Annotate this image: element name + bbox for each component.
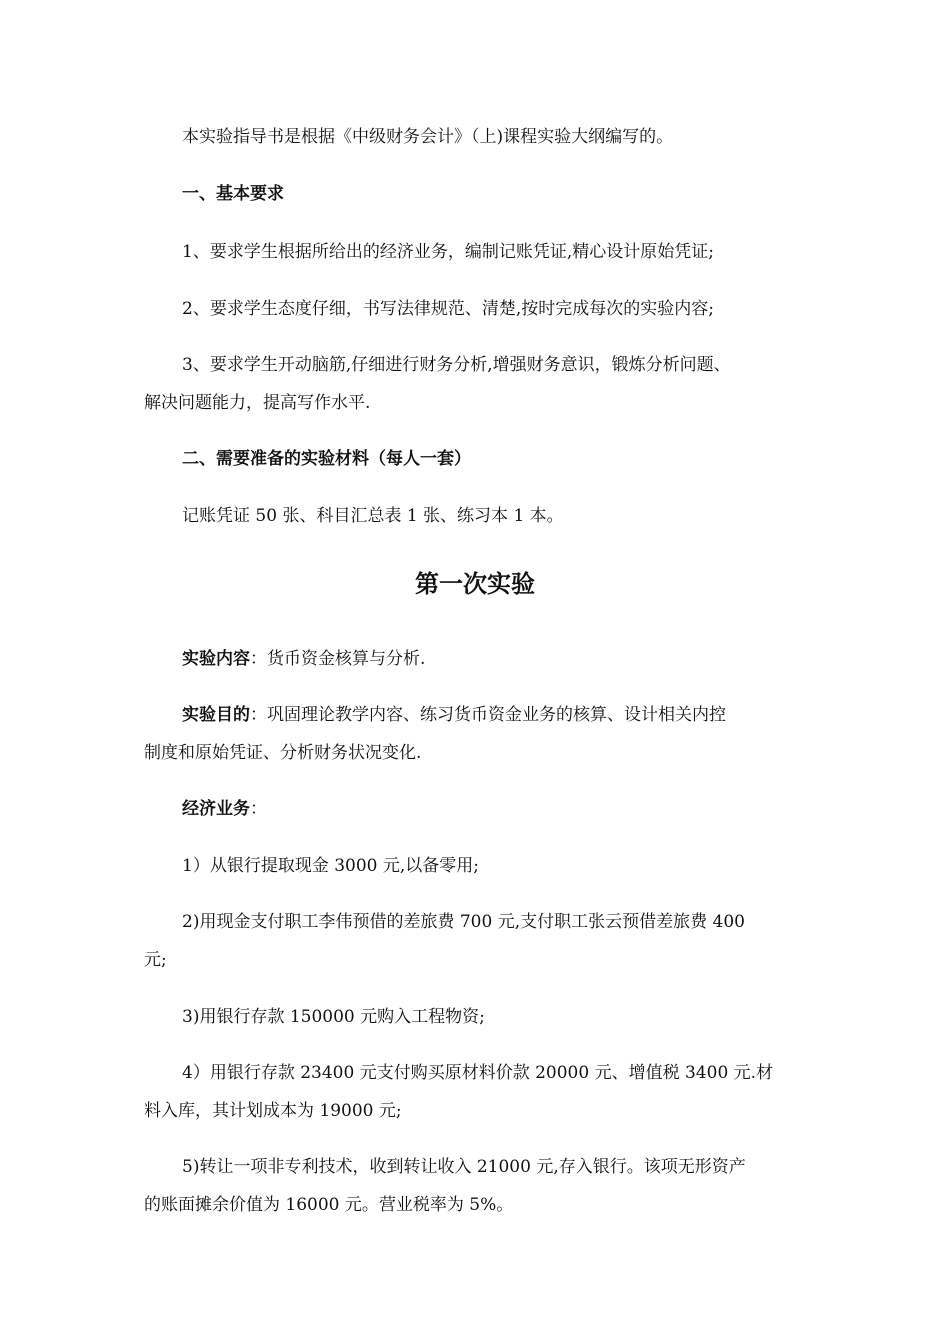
business-label: 经济业务 (182, 799, 250, 819)
business-heading (144, 790, 809, 828)
section-heading-basic-requirements: 一、基本要求 (182, 184, 284, 204)
task-item-2: 2)用现金支付职工李伟预借的差旅费 700 元,支付职工张云预借差旅费 400 (182, 912, 745, 932)
requirement-item-1: 1、要求学生根据所给出的经济业务，编制记账凭证,精心设计原始凭证; (182, 242, 714, 262)
requirement-item-3-continued: 解决问题能力，提高写作水平. (144, 393, 371, 413)
experiment-purpose (144, 696, 809, 734)
experiment-title: 第一次实验 (415, 570, 535, 598)
task-item-1: 1）从银行提取现金 3000 元,以备零用; (182, 856, 480, 876)
task-item-4-continued: 料入库，其计划成本为 19000 元; (144, 1101, 402, 1121)
section-heading-materials: 二、需要准备的实验材料（每人一套） (182, 449, 471, 469)
experiment-content (144, 640, 809, 678)
experiment-purpose-text: ：巩固理论教学内容、练习货币资金业务的核算、设计相关内控 (250, 705, 726, 725)
task-item-4: 4）用银行存款 23400 元支付购买原材料价款 20000 元、增值税 3400 元.材 (182, 1063, 774, 1083)
experiment-purpose-label: 实验目的 (182, 705, 250, 725)
business-colon: ： (250, 799, 267, 819)
experiment-content-text: ：货币资金核算与分析. (250, 649, 426, 669)
task-item-2-continued: 元; (144, 950, 167, 970)
experiment-content-label: 实验内容 (182, 649, 250, 669)
task-item-5-continued: 的账面摊余价值为 16000 元。营业税率为 5%。 (144, 1195, 514, 1215)
intro-paragraph: 本实验指导书是根据《中级财务会计》（上)课程实验大纲编写的。 (182, 127, 674, 147)
requirement-item-3: 3、要求学生开动脑筋,仔细进行财务分析,增强财务意识，锻炼分析问题、 (182, 355, 731, 375)
requirement-item-2: 2、要求学生态度仔细，书写法律规范、清楚,按时完成每次的实验内容; (182, 299, 714, 319)
experiment-purpose-continued: 制度和原始凭证、分析财务状况变化. (144, 743, 422, 763)
materials-paragraph: 记账凭证 50 张、科目汇总表 1 张、练习本 1 本。 (182, 506, 564, 526)
task-item-5: 5)转让一项非专利技术，收到转让收入 21000 元,存入银行。该项无形资产 (182, 1157, 746, 1177)
task-item-3: 3)用银行存款 150000 元购入工程物资; (182, 1007, 485, 1027)
